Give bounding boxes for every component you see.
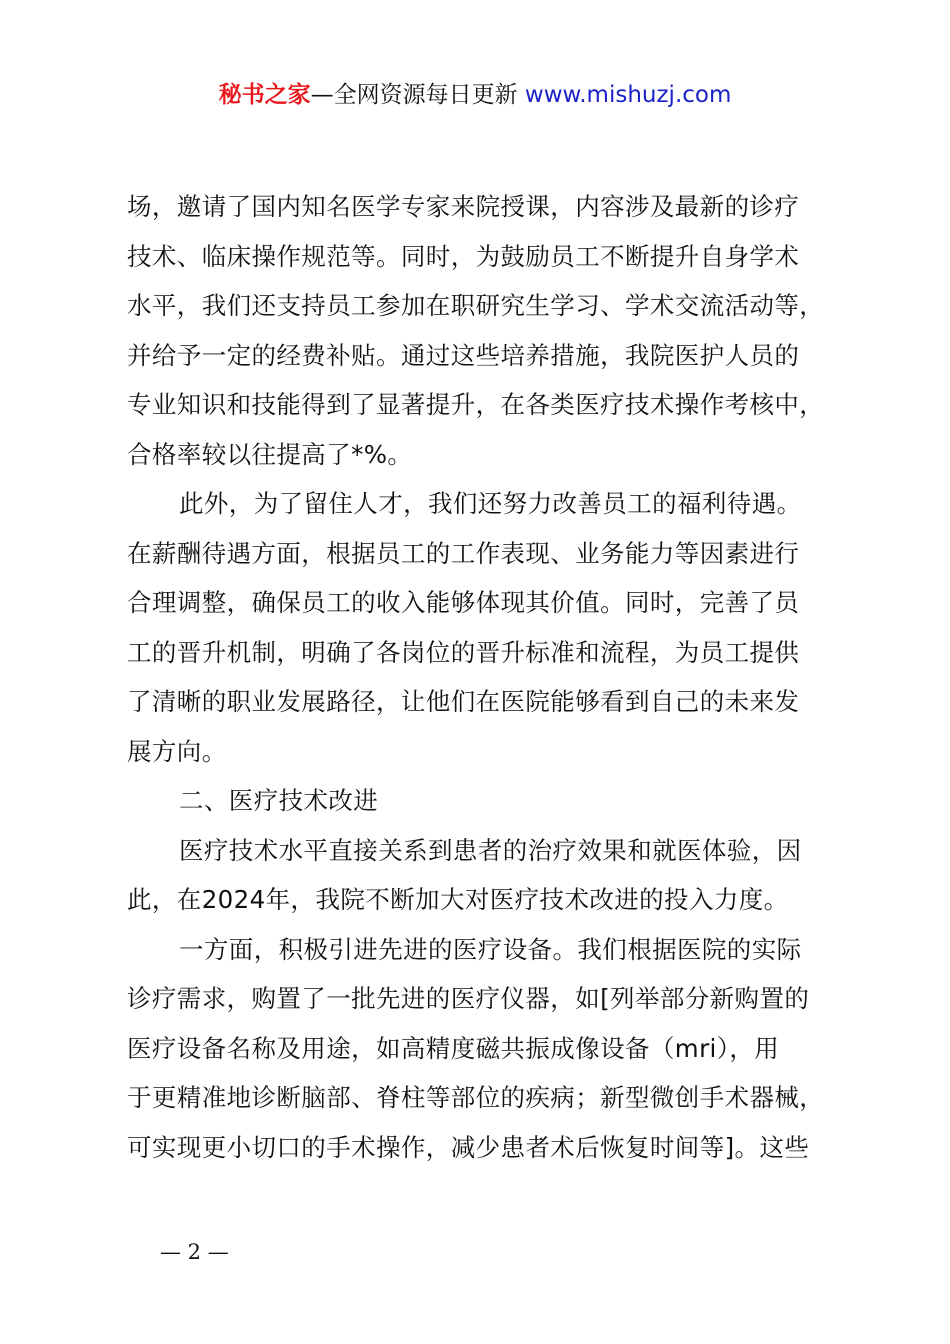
text-line: 医疗技术水平直接关系到患者的治疗效果和就医体验，因 (179, 835, 802, 865)
text-line: 一方面，积极引进先进的医疗设备。我们根据医院的实际 (179, 934, 802, 964)
text-line: 此，在2024年，我院不断加大对医疗技术改进的投入力度。 (127, 885, 789, 914)
heading-text: 二、医疗技术改进 (179, 786, 379, 815)
text-line: 合理调整，确保员工的收入能够体现其价值。同时，完善了员 (127, 588, 800, 617)
text-line: 医疗设备名称及用途，如高精度磁共振成像设备（mri），用 (127, 1033, 780, 1063)
text-line: 合格率较以往提高了*%。 (127, 439, 413, 469)
text-line: 技术、临床操作规范等。同时，为鼓励员工不断提升自身学术 (127, 241, 800, 271)
paragraph (127, 925, 857, 1173)
text-line: 专业知识和技能得到了显著提升，在各类医疗技术操作考核中， (127, 390, 825, 419)
text-line: 此外，为了留住人才，我们还努力改善员工的福利待遇。 (179, 489, 802, 518)
paragraph (127, 826, 857, 925)
paragraph (127, 182, 857, 479)
page-header (0, 80, 950, 110)
text-line: 在薪酬待遇方面，根据员工的工作表现、业务能力等因素进行 (127, 538, 800, 568)
website-link[interactable]: www.mishuzj.com (524, 82, 732, 108)
document-body (127, 182, 857, 1172)
text-line: 可实现更小切口的手术操作，减少患者术后恢复时间等]。这些 (127, 1132, 810, 1162)
paragraph (127, 479, 857, 776)
text-line: 了清晰的职业发展路径，让他们在医院能够看到自己的未来发 (127, 687, 800, 716)
text-line: 水平，我们还支持员工参加在职研究生学习、学术交流活动等， (127, 291, 825, 320)
text-line: 展方向。 (127, 736, 227, 766)
page-number: — 2 — (160, 1240, 229, 1264)
section-heading (127, 776, 857, 826)
brand-name: 秘书之家 (218, 82, 311, 108)
text-line: 于更精准地诊断脑部、脊柱等部位的疾病；新型微创手术器械， (127, 1083, 825, 1112)
text-line: 并给予一定的经费补贴。通过这些培养措施，我院医护人员的 (127, 340, 800, 370)
text-line: 场，邀请了国内知名医学专家来院授课，内容涉及最新的诊疗 (127, 192, 800, 221)
text-line: 诊疗需求，购置了一批先进的医疗仪器，如[列举部分新购置的 (127, 984, 810, 1013)
header-tagline: —全网资源每日更新 (310, 82, 518, 108)
text-line: 工的晋升机制，明确了各岗位的晋升标准和流程，为员工提供 (127, 637, 800, 667)
